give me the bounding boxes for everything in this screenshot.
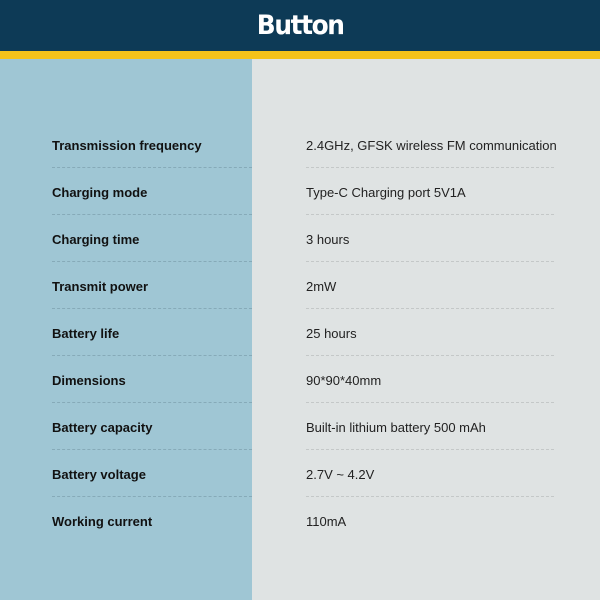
spec-row-charging-time [0,215,600,262]
spec-label: Charging mode [52,185,148,200]
spec-row-battery-capacity [0,403,600,450]
spec-row-charging-mode [0,168,600,215]
spec-value: 25 hours [306,326,357,341]
spec-row-battery-life [0,309,600,356]
spec-label: Working current [52,514,153,529]
spec-label: Battery life [52,326,120,341]
spec-value: 2.4GHz, GFSK wireless FM communication [306,138,557,153]
spec-label: Transmit power [52,279,149,294]
spec-label: Battery voltage [52,467,146,482]
spec-row-battery-voltage [0,450,600,497]
spec-label: Dimensions [52,373,126,388]
spec-value: 2mW [306,279,337,294]
spec-value: Built-in lithium battery 500 mAh [306,420,486,435]
spec-row-working-current [0,497,600,544]
spec-table [0,121,600,544]
spec-value: 90*90*40mm [306,373,382,388]
page-title: Button [256,10,344,41]
spec-row-transmit-power [0,262,600,309]
spec-row-dimensions [0,356,600,403]
spec-row-transmission-frequency [0,121,600,168]
spec-value: 110mA [306,514,347,529]
spec-value: 3 hours [306,232,350,247]
accent-stripe [0,51,600,59]
spec-value: Type-C Charging port 5V1A [306,185,466,200]
spec-label: Charging time [52,232,140,247]
spec-value: 2.7V ~ 4.2V [306,467,375,482]
spec-label: Battery capacity [52,420,153,435]
header-banner [0,0,600,51]
spec-label: Transmission frequency [52,138,202,153]
